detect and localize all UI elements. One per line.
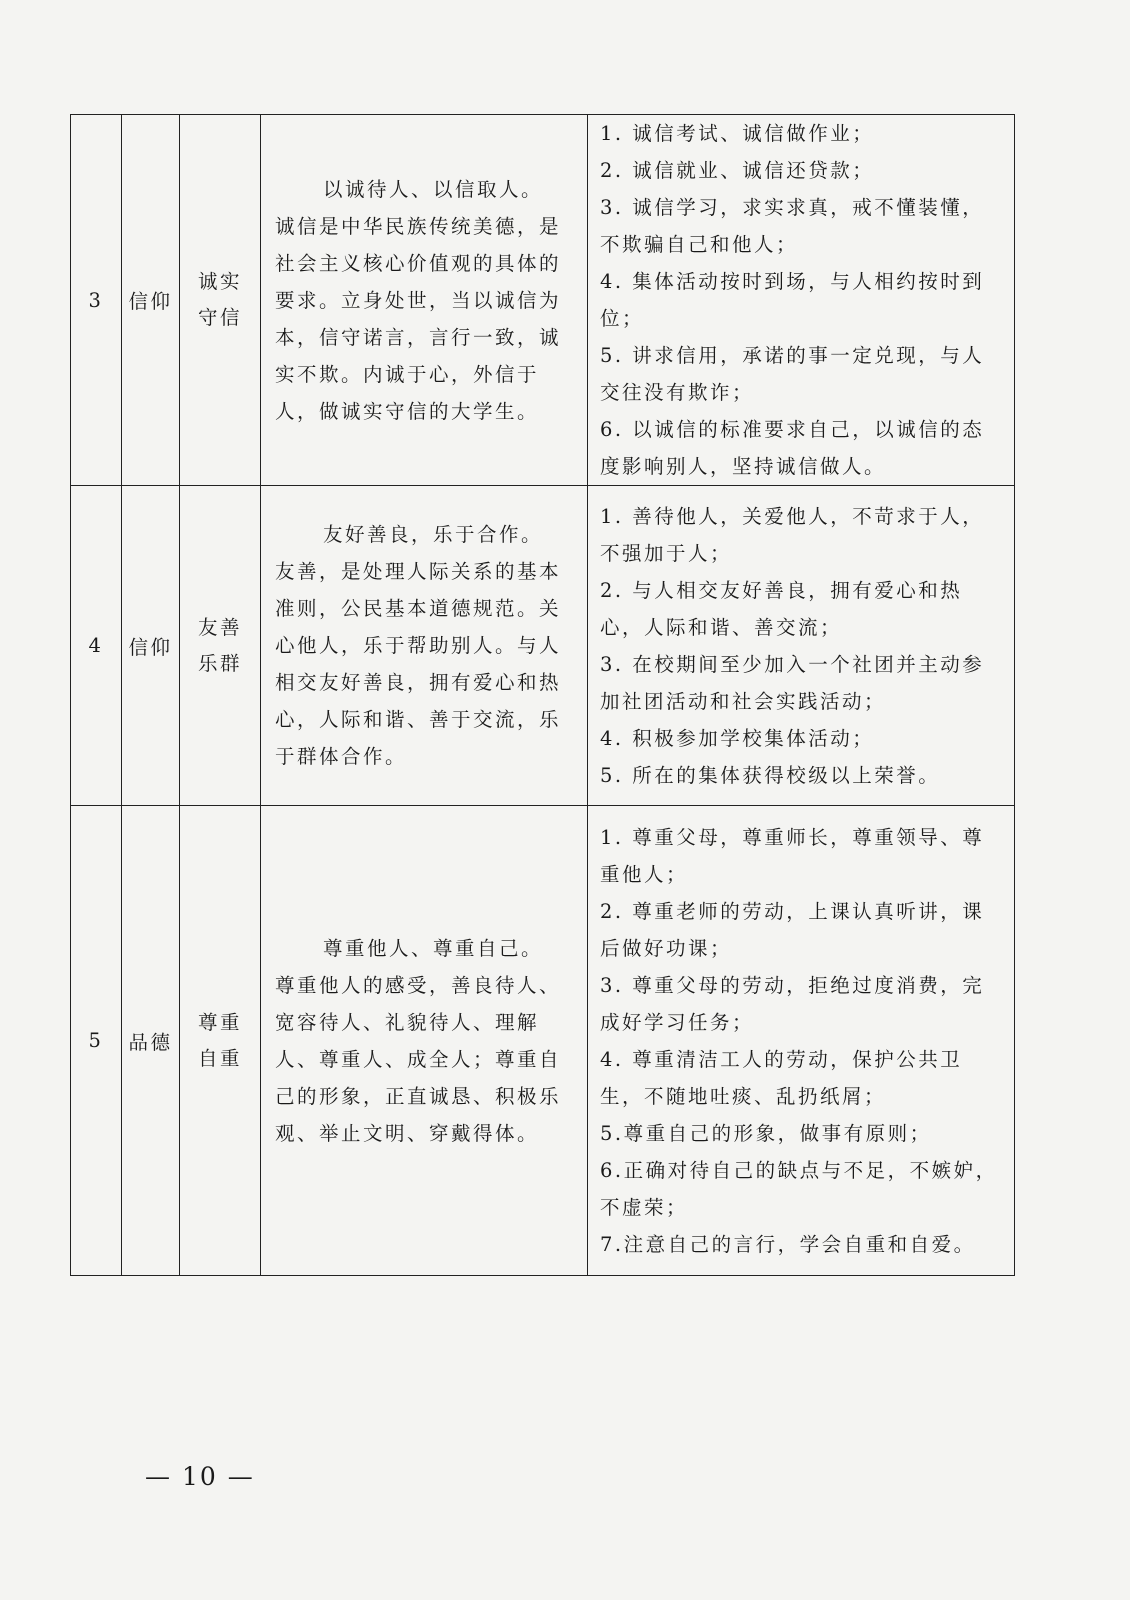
category-cell: 信仰 [122,115,180,486]
category-cell: 品德 [122,806,180,1276]
requirement-item: 5. 讲求信用，承诺的事一定兑现，与人交往没有欺诈； [600,344,985,404]
requirement-item: 3. 在校期间至少加入一个社团并主动参加社团活动和社会实践活动； [600,652,985,713]
trait-cell [180,806,261,1276]
requirement-item: 6. 以诚信的标准要求自己，以诚信的态度影响别人，坚持诚信做人。 [600,418,985,478]
row-number: 4 [71,486,122,806]
requirements-cell [588,806,1015,1276]
description-lead: 尊重他人、尊重自己。 [323,936,544,960]
requirements-cell [588,486,1015,806]
table-row [71,486,1015,806]
requirement-item: 2. 诚信就业、诚信还贷款； [600,159,875,182]
trait-line: 守信 [197,306,242,329]
requirement-item: 4. 尊重清洁工人的劳动，保护公共卫生，不随地吐痰、乱扔纸屑； [600,1047,963,1108]
requirement-item: 3. 尊重父母的劳动，拒绝过度消费，完成好学习任务； [600,973,985,1034]
category-cell: 信仰 [122,486,180,806]
trait-cell [180,486,261,806]
requirement-item: 4. 积极参加学校集体活动； [600,726,875,750]
description-cell [261,486,588,806]
description-cell [261,115,588,486]
row-number: 5 [71,806,122,1276]
page-number: — 10 — [145,1462,255,1491]
description-lead: 友好善良，乐于合作。 [323,523,544,546]
requirement-item: 1. 尊重父母，尊重师长，尊重领导、尊重他人； [600,825,985,886]
description-lead: 以诚待人、以信取人。 [323,177,544,201]
description-cell [261,806,588,1276]
table-row [71,806,1015,1276]
requirement-item: 5.尊重自己的形象，做事有原则； [600,1121,932,1145]
trait-line: 尊重 [197,1010,242,1034]
requirement-item: 2. 与人相交友好善良，拥有爱心和热心，人际和谐、善交流； [600,578,963,639]
requirement-item: 1. 诚信考试、诚信做作业； [600,122,875,145]
requirement-item: 3. 诚信学习，求实求真，戒不懂装懂，不欺骗自己和他人； [600,196,985,256]
trait-cell [180,115,261,486]
trait-line: 自重 [197,1046,242,1070]
row-number: 3 [71,115,122,486]
requirement-item: 5. 所在的集体获得校级以上荣誉。 [600,763,941,787]
trait-line: 诚实 [197,270,242,293]
trait-line: 友善 [197,615,242,639]
trait-line: 乐群 [197,651,242,675]
description-body: 尊重他人的感受，善良待人、宽容待人、礼貌待人、理解人、尊重人、成全人；尊重自己的形象，正直诚恳、积极乐观、举止文明、穿戴得体。 [275,973,562,1145]
description-body: 诚信是中华民族传统美德，是社会主义核心价值观的具体的要求。立身处世，当以诚信为本，信守诺言，言行一致，诚实不欺。内诚于心，外信于人，做诚实守信的大学生。 [275,214,562,423]
requirements-cell [588,115,1015,486]
requirement-item: 6.正确对待自己的缺点与不足，不嫉妒，不虚荣； [600,1158,998,1219]
table-row [71,115,1015,486]
description-body: 友善，是处理人际关系的基本准则，公民基本道德规范。关心他人，乐于帮助别人。与人相交友好善良，拥有爱心和热心，人际和谐、善于交流，乐于群体合作。 [275,560,562,768]
values-table [70,114,1015,1276]
requirement-item: 2. 尊重老师的劳动，上课认真听讲，课后做好功课； [600,899,985,960]
requirement-item: 4. 集体活动按时到场，与人相约按时到位； [600,270,985,330]
requirement-item: 1. 善待他人，关爱他人，不苛求于人，不强加于人； [600,504,985,565]
requirement-item: 7.注意自己的言行，学会自重和自爱。 [600,1232,976,1256]
